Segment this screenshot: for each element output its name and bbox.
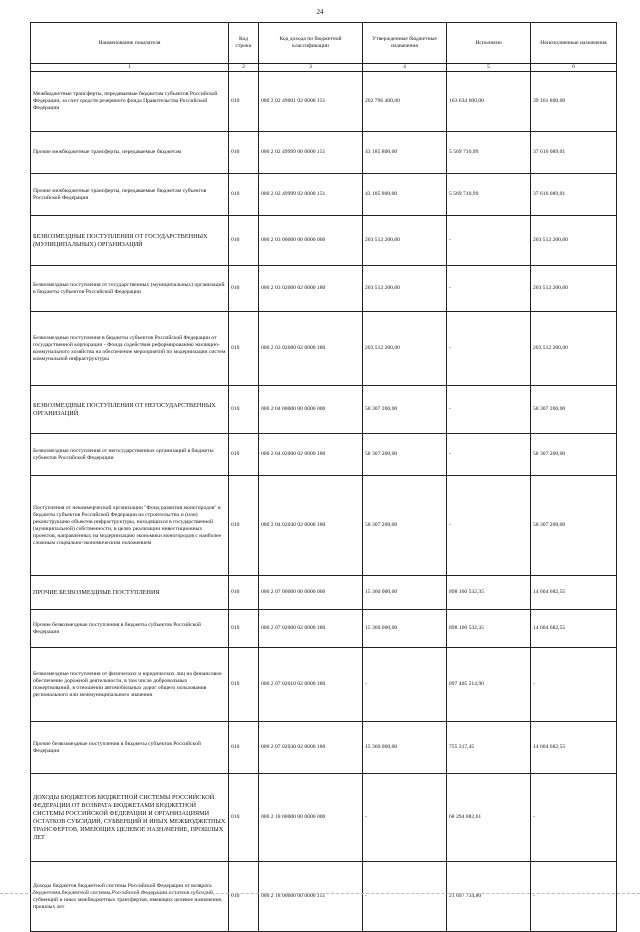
table-row	[31, 266, 617, 312]
row-approved: -	[363, 774, 447, 862]
row-executed: -	[447, 216, 531, 266]
row-line-code: 010	[229, 476, 259, 576]
row-approved: -	[363, 648, 447, 722]
table-row	[31, 216, 617, 266]
header-kbk: Код дохода по бюджетной классификации	[259, 23, 363, 64]
row-kbk: 000 2 02 49999 00 0000 151	[259, 132, 363, 174]
row-kbk: 000 2 04 02000 02 0000 180	[259, 434, 363, 476]
table-row	[31, 386, 617, 434]
row-indicator-name: Прочие межбюджетные трансферты, передаваемые бюджетам	[31, 132, 229, 174]
table-row	[31, 862, 617, 932]
row-line-code: 010	[229, 132, 259, 174]
row-indicator-name: БЕЗВОЗМЕЗДНЫЕ ПОСТУПЛЕНИЯ ОТ ГОСУДАРСТВЕННЫХ (МУНИЦИПАЛЬНЫХ) ОРГАНИЗАЦИЙ	[31, 216, 229, 266]
row-indicator-name: Прочие межбюджетные трансферты, передаваемые бюджетам субъектов Российской Федерации	[31, 174, 229, 216]
row-kbk: 000 2 18 00000 00 0000 000	[259, 774, 363, 862]
row-approved: 58 307 200,00	[363, 434, 447, 476]
row-line-code: 010	[229, 648, 259, 722]
row-executed: 897 405 214,90	[447, 648, 531, 722]
row-approved: 58 307 200,00	[363, 476, 447, 576]
row-executed: -	[447, 266, 531, 312]
row-kbk: 000 2 04 00000 00 0000 000	[259, 386, 363, 434]
row-indicator-name: Доходы бюджетов бюджетной системы Российской Федерации от возврата бюджетами бюджетной системы Российской Федерации остатков субсидий, субвенций и иных межбюджетных трансфертов, имеющих целевое назначение, прошлых лет	[31, 862, 229, 932]
row-line-code: 010	[229, 216, 259, 266]
row-unexecuted: 14 604 682,55	[531, 576, 617, 610]
row-unexecuted: 58 307 200,00	[531, 476, 617, 576]
row-kbk: 000 2 07 02010 02 0000 180	[259, 648, 363, 722]
header-indicator-name: Наименование показателя	[31, 23, 229, 64]
row-executed: -	[447, 476, 531, 576]
page-bottom-divider	[0, 893, 640, 894]
row-line-code: 010	[229, 312, 259, 386]
row-unexecuted: 58 307 200,00	[531, 386, 617, 434]
row-executed: 755 317,45	[447, 722, 531, 774]
row-line-code: 010	[229, 266, 259, 312]
row-unexecuted: 203 512 200,00	[531, 216, 617, 266]
column-number: 4	[363, 64, 447, 72]
table-header-row	[31, 23, 617, 64]
row-indicator-name: Безвозмездные поступления в бюджеты субъектов Российской Федерации от государственной корпорации - Фонда содействия реформированию жилищно-коммунального хозяйства на обеспечение мероприятий по модернизации систем коммунальной инфраструктуры	[31, 312, 229, 386]
table-row	[31, 72, 617, 132]
row-indicator-name: Прочие безвозмездные поступления в бюджеты субъектов Российской Федерации	[31, 610, 229, 648]
row-executed: -	[447, 434, 531, 476]
row-line-code: 010	[229, 72, 259, 132]
row-line-code: 010	[229, 862, 259, 932]
row-indicator-name: Межбюджетные трансферты, передаваемые бюджетам субъектов Российской Федерации, за счет средств резервного фонда Правительства Российской Федерации	[31, 72, 229, 132]
budget-execution-table	[30, 22, 617, 932]
column-number: 6	[531, 64, 617, 72]
row-line-code: 010	[229, 610, 259, 648]
row-line-code: 010	[229, 576, 259, 610]
column-number: 3	[259, 64, 363, 72]
row-approved: -	[363, 862, 447, 932]
table-row	[31, 722, 617, 774]
table-row	[31, 132, 617, 174]
row-executed: 21 697 734,80	[447, 862, 531, 932]
table-row	[31, 434, 617, 476]
header-unexecuted: Неисполненные назначения	[531, 23, 617, 64]
table-row	[31, 312, 617, 386]
row-executed: 5 569 710,99	[447, 174, 531, 216]
row-unexecuted: -	[531, 774, 617, 862]
row-kbk: 000 2 07 00000 00 0000 000	[259, 576, 363, 610]
row-approved: 203 512 200,00	[363, 216, 447, 266]
row-indicator-name: ПРОЧИЕ БЕЗВОЗМЕЗДНЫЕ ПОСТУПЛЕНИЯ	[31, 576, 229, 610]
table-row	[31, 774, 617, 862]
row-executed: 898 160 532,35	[447, 576, 531, 610]
row-unexecuted: 37 616 089,01	[531, 132, 617, 174]
header-approved: Утвержденные бюджетные назначения	[363, 23, 447, 64]
row-indicator-name: Поступления от некоммерческой организации "Фонд развития моногородов" в бюджеты субъектов Российской Федерации на строительство и (или) реконструкцию объектов инфраструктуры, находящихся в государственной (муниципальной) собственности, в целях реализации инвестиционных проектов, направленных на модернизацию экономики моногородов с наиболее сложным социально-экономическим положением	[31, 476, 229, 576]
row-indicator-name: Безвозмездные поступления от негосударственных организаций в бюджеты субъектов Российской Федерации	[31, 434, 229, 476]
row-line-code: 010	[229, 174, 259, 216]
row-kbk: 000 2 03 02080 02 0000 180	[259, 312, 363, 386]
row-approved: 43 185 800,00	[363, 132, 447, 174]
row-approved: 203 512 200,00	[363, 312, 447, 386]
row-unexecuted: 39 161 800,00	[531, 72, 617, 132]
row-kbk: 000 2 02 49999 02 0000 151	[259, 174, 363, 216]
row-executed: 68 294 082,61	[447, 774, 531, 862]
row-indicator-name: БЕЗВОЗМЕЗДНЫЕ ПОСТУПЛЕНИЯ ОТ НЕГОСУДАРСТВЕННЫХ ОРГАНИЗАЦИЙ	[31, 386, 229, 434]
table-row	[31, 610, 617, 648]
table-row	[31, 648, 617, 722]
row-unexecuted: 203 512 200,00	[531, 312, 617, 386]
row-unexecuted: 58 307 200,00	[531, 434, 617, 476]
row-kbk: 000 2 03 00000 00 0000 000	[259, 216, 363, 266]
column-number: 2	[229, 64, 259, 72]
row-line-code: 010	[229, 722, 259, 774]
row-indicator-name: Безвозмездные поступления от государственных (муниципальных) организаций в бюджеты субъектов Российской Федерации	[31, 266, 229, 312]
row-kbk: 000 2 02 49001 02 0000 151	[259, 72, 363, 132]
table-row	[31, 576, 617, 610]
row-approved: 15 360 000,00	[363, 576, 447, 610]
row-approved: 15 360 000,00	[363, 610, 447, 648]
row-indicator-name: ДОХОДЫ БЮДЖЕТОВ БЮДЖЕТНОЙ СИСТЕМЫ РОССИЙСКОЙ ФЕДЕРАЦИИ ОТ ВОЗВРАТА БЮДЖЕТАМИ БЮДЖЕТНОЙ СИСТЕМЫ РОССИЙСКОЙ ФЕДЕРАЦИИ И ОРГАНИЗАЦИЯМИ ОСТАТКОВ СУБСИДИЙ, СУБВЕНЦИЙ И ИНЫХ МЕЖБЮДЖЕТНЫХ ТРАНСФЕРТОВ, ИМЕЮЩИХ ЦЕЛЕВОЕ НАЗНАЧЕНИЕ, ПРОШЛЫХ ЛЕТ	[31, 774, 229, 862]
row-unexecuted: 14 604 682,55	[531, 722, 617, 774]
row-line-code: 010	[229, 774, 259, 862]
row-unexecuted: -	[531, 648, 617, 722]
row-approved: 203 512 200,00	[363, 266, 447, 312]
table-row	[31, 174, 617, 216]
row-executed: 163 634 600,00	[447, 72, 531, 132]
row-executed: 5 569 710,99	[447, 132, 531, 174]
row-kbk: 000 2 07 02000 02 0000 180	[259, 610, 363, 648]
row-kbk: 000 2 07 02030 02 0000 180	[259, 722, 363, 774]
header-executed: Исполнено	[447, 23, 531, 64]
row-executed: -	[447, 386, 531, 434]
column-number-row	[31, 64, 617, 72]
column-number: 5	[447, 64, 531, 72]
row-line-code: 010	[229, 434, 259, 476]
row-indicator-name: Прочие безвозмездные поступления в бюджеты субъектов Российской Федерации	[31, 722, 229, 774]
row-approved: 15 360 000,00	[363, 722, 447, 774]
row-unexecuted: 37 616 089,01	[531, 174, 617, 216]
row-unexecuted: 14 604 682,55	[531, 610, 617, 648]
column-number: 1	[31, 64, 229, 72]
row-indicator-name: Безвозмездные поступления от физических и юридических лиц на финансовое обеспечение дорожной деятельности, в том числе добровольных пожертвований, в отношении автомобильных дорог общего пользования регионального или межмуниципального значения	[31, 648, 229, 722]
row-kbk: 000 2 04 02040 02 0000 180	[259, 476, 363, 576]
row-kbk: 000 2 18 00000 00 0000 151	[259, 862, 363, 932]
row-approved: 43 185 800,00	[363, 174, 447, 216]
row-approved: 58 307 200,00	[363, 386, 447, 434]
row-approved: 202 796 400,00	[363, 72, 447, 132]
row-line-code: 010	[229, 386, 259, 434]
page-number: 24	[316, 8, 324, 16]
row-executed: -	[447, 312, 531, 386]
header-line-code: Код строки	[229, 23, 259, 64]
row-kbk: 000 2 03 02000 02 0000 180	[259, 266, 363, 312]
table-row	[31, 476, 617, 576]
row-executed: 898 160 532,35	[447, 610, 531, 648]
row-unexecuted: -	[531, 862, 617, 932]
row-unexecuted: 203 512 200,00	[531, 266, 617, 312]
